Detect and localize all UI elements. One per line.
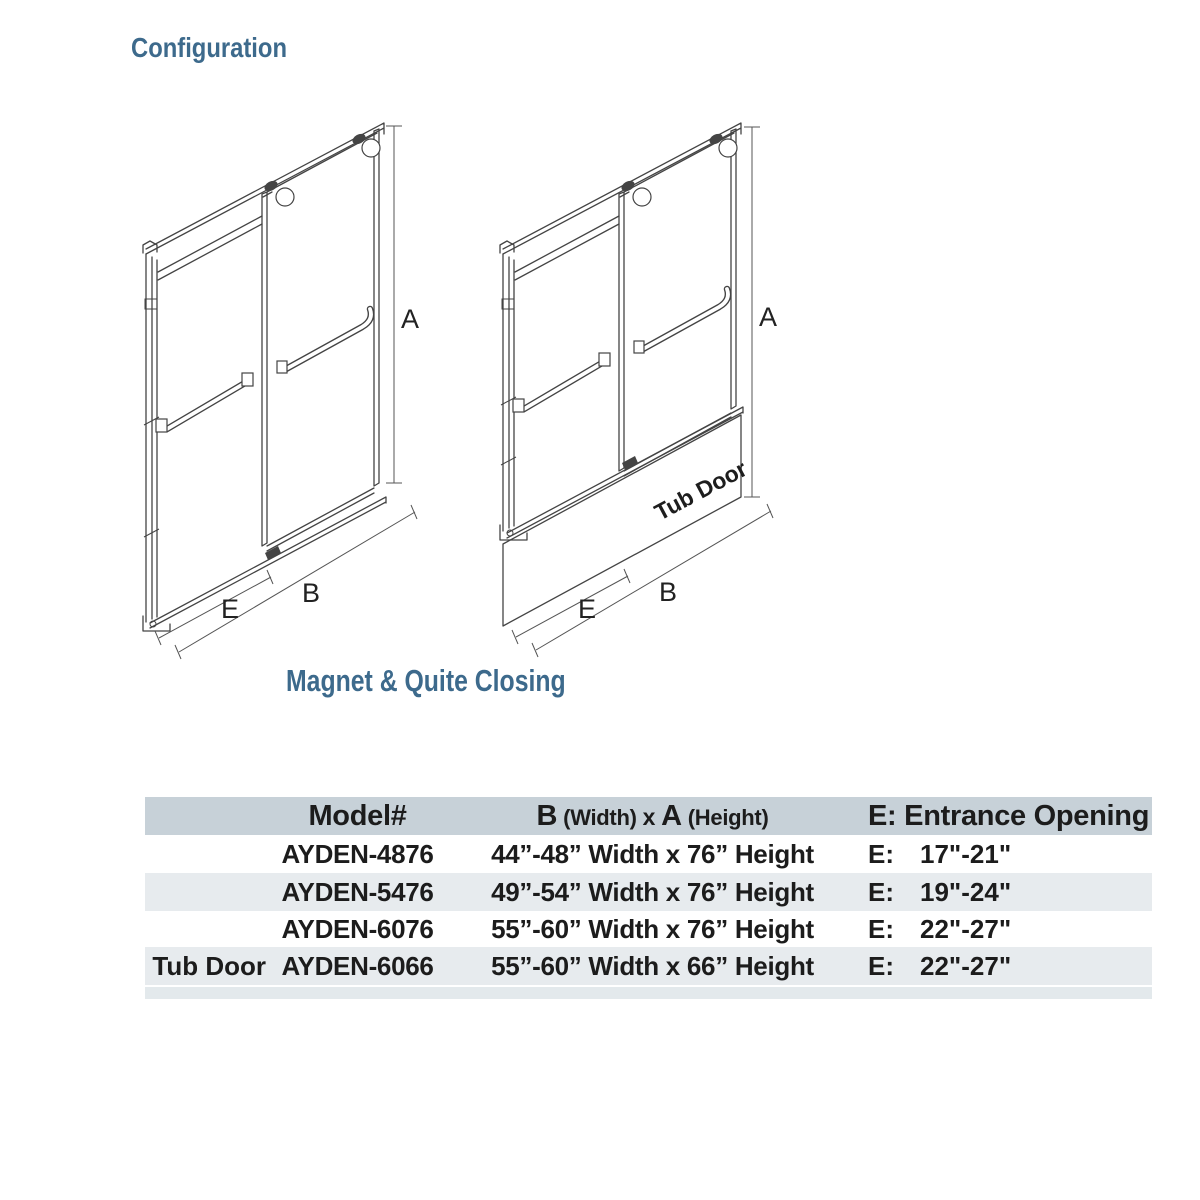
entrance-cell [860, 877, 1152, 908]
top-track [143, 123, 384, 280]
entrance-value: 19"-24" [920, 876, 1012, 907]
entrance-cell [860, 914, 1152, 945]
dim-label-entrance: E [221, 594, 240, 624]
front-towel-bar [277, 309, 371, 373]
back-towel-bar [156, 373, 253, 432]
wall-profile [143, 254, 170, 631]
caption: Magnet & Quite Closing [286, 663, 566, 698]
table-row [145, 873, 1152, 911]
size-cell: 55”-60” Width x 76” Height [491, 913, 814, 944]
top-track [500, 123, 741, 280]
spec-table [145, 797, 1152, 999]
header-a-label: A [661, 799, 682, 832]
dim-label-height: A [759, 302, 778, 332]
table-row [145, 835, 1152, 873]
header-b-unit: (Width) [563, 804, 637, 830]
entrance-cell [860, 951, 1152, 982]
table-footer-strip [145, 987, 1152, 999]
entrance-label: E: [868, 950, 894, 981]
tub-door-label: Tub Door [650, 455, 752, 526]
dim-label-width: B [659, 577, 678, 607]
roller-wheels [620, 132, 737, 206]
entrance-value: 22"-27" [920, 950, 1012, 981]
header-entrance-cell: E: Entrance Opening [868, 799, 1150, 832]
front-towel-bar [634, 289, 728, 353]
model-cell: AYDEN-6066 [281, 950, 434, 981]
dim-label-height: A [401, 304, 420, 334]
size-cell: 55”-60” Width x 66” Height [491, 950, 814, 981]
table-header-row [145, 797, 1152, 835]
table-row [145, 911, 1152, 947]
front-panel [619, 129, 736, 476]
model-cell: AYDEN-5476 [281, 876, 434, 907]
entrance-label: E: [868, 876, 894, 907]
page-title: Configuration [131, 32, 288, 63]
dim-label-entrance: E [578, 594, 597, 624]
dim-label-width: B [302, 578, 321, 608]
entrance-value: 17"-21" [920, 838, 1012, 869]
entrance-value: 22"-27" [920, 913, 1012, 944]
back-towel-bar [513, 353, 610, 412]
header-b-label: B [536, 799, 558, 832]
model-cell: AYDEN-6076 [281, 913, 434, 944]
header-model-cell: Model# [308, 799, 407, 832]
entrance-label: E: [868, 838, 894, 869]
table-row [145, 947, 1152, 985]
roller-wheels [263, 132, 380, 206]
header-x-label: x [642, 803, 656, 830]
header-size-cell [445, 800, 860, 833]
entrance-cell [860, 839, 1152, 870]
size-cell: 49”-54” Width x 76” Height [491, 876, 814, 907]
bottom-sill [150, 497, 386, 628]
tub-door-diagram [500, 123, 777, 657]
model-cell: AYDEN-4876 [281, 838, 434, 869]
wall-profile [500, 254, 527, 540]
size-cell: 44”-48” Width x 76” Height [491, 838, 814, 869]
entrance-label: E: [868, 913, 894, 944]
header-a-unit: (Height) [687, 804, 769, 830]
shower-door-diagram [143, 123, 419, 659]
prefix-cell: Tub Door [152, 950, 266, 981]
